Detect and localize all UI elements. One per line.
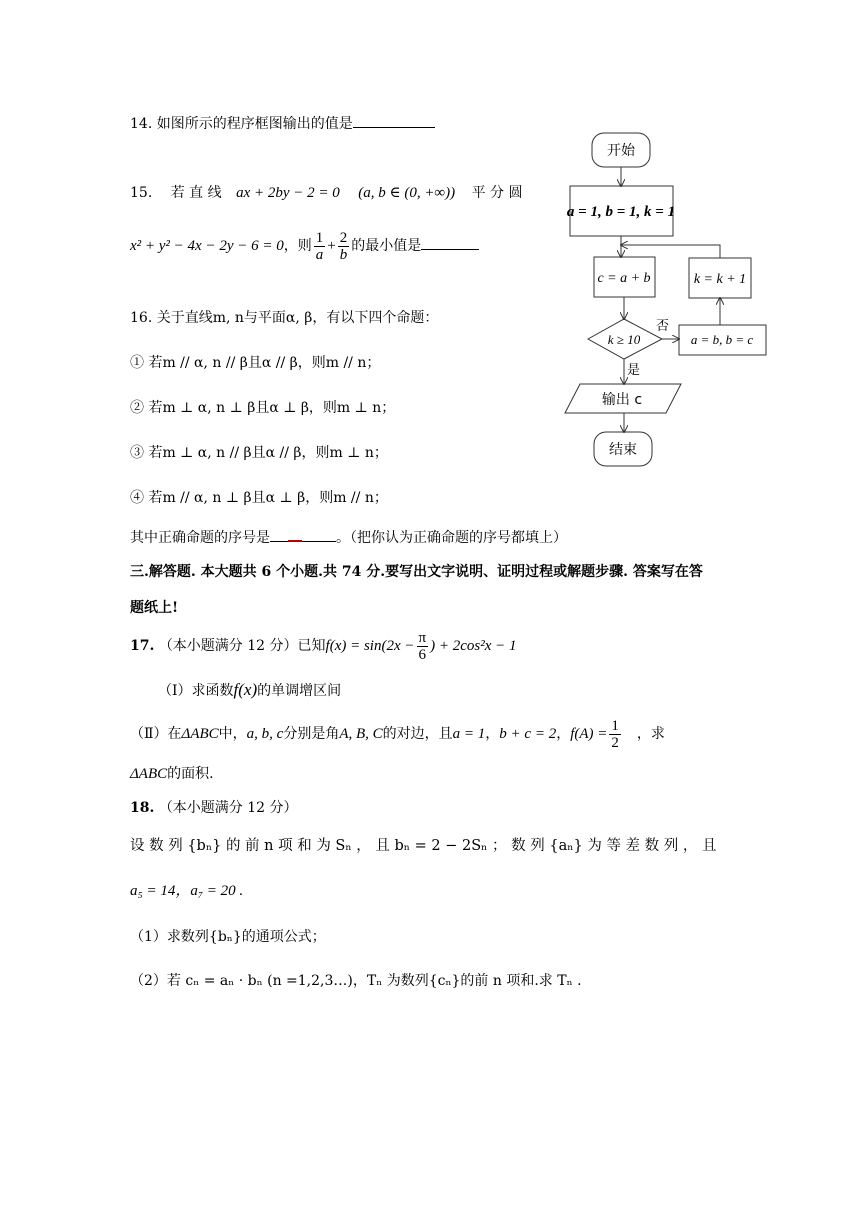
- q17-intro: （本小题满分 12 分）已知: [158, 638, 326, 654]
- flow-increment-text: k = k + 1: [693, 272, 747, 287]
- q16-item-4: ④ 若m // α, n ⊥ β且α ⊥ β，则m // n；: [130, 490, 388, 506]
- q14-text: 如图所示的程序框图输出的值是: [156, 116, 353, 132]
- q15-plus: +: [327, 238, 336, 254]
- q18-part2: （2）若 cₙ = aₙ · bₙ (n =1,2,3…)，Tₙ 为数列{cₙ}的前 n 项和.求 Tₙ .: [130, 973, 582, 989]
- q16-number: 16.: [130, 310, 153, 326]
- q17-comma-1: ，: [485, 726, 500, 742]
- flow-condition-text: k ≥ 10: [607, 332, 641, 347]
- q17-function-a: f(x) = sin(2x −: [325, 638, 415, 654]
- q17-part2-b: 中，: [218, 726, 247, 742]
- q18-part1: （1）求数列{bₙ}的通项公式；: [130, 929, 326, 945]
- q17-fA: f(A) =: [570, 726, 608, 742]
- q15-condition: (a, b ∈ (0, +∞)): [358, 185, 456, 201]
- q17-function-b: ) + 2cos²x − 1: [430, 638, 517, 654]
- q17-part2-a: （Ⅱ）在: [130, 726, 182, 742]
- q17-triangle: ΔABC: [181, 726, 219, 742]
- q17-part1-f: f(x): [233, 680, 258, 699]
- section3-heading-line1: 三.解答题. 本大题共 6 个小题.共 74 分.要写出文字说明、证明过程或解题步骤. 答案写在答: [130, 564, 703, 580]
- q17-angles: A, B, C: [339, 726, 383, 742]
- q15-text-a: 若 直 线: [170, 185, 222, 201]
- q17-sides: a, b, c: [246, 726, 284, 742]
- q15-line-equation: ax + 2by − 2 = 0: [236, 185, 340, 201]
- q16-item-1: ① 若m // α, n // β且α // β，则m // n；: [130, 355, 381, 371]
- q15-min-text: 的最小值是: [351, 238, 422, 254]
- q18-line1: 设 数 列 {bₙ} 的 前 n 项 和 为 Sₙ ， 且 bₙ = 2 − 2Sₙ ； 数 列 {aₙ} 为 等 差 数 列 ， 且: [130, 838, 717, 854]
- q15-fraction-1: $\frac{1}{a}$: [315, 229, 324, 263]
- flow-yes-label: 是: [627, 363, 641, 378]
- q18-number: 18.: [130, 800, 155, 816]
- q15-text-b: 平 分 圆: [471, 185, 523, 201]
- q18-points: （本小题满分 12 分）: [158, 800, 298, 816]
- q17-area-text: 的面积.: [167, 766, 214, 782]
- q14-number: 14.: [130, 116, 153, 132]
- q17-one-half: $\frac{1}{2}$: [611, 717, 619, 751]
- q17-a-eq: a = 1: [452, 726, 486, 742]
- q15-then: ，则: [283, 238, 312, 254]
- q16-intro: 关于直线m, n与平面α, β，有以下四个命题：: [156, 310, 439, 326]
- q15-circle-equation: x² + y² − 4x − 2y − 6 = 0: [130, 238, 284, 254]
- q17-part1-prefix: （Ⅰ）求函数: [158, 683, 234, 699]
- flow-calc-text: c = a + b: [597, 271, 651, 286]
- q17-part2-d: 的对边，且: [382, 726, 453, 742]
- q17-bc-eq: b + c = 2: [499, 726, 557, 742]
- flow-start-text: 开始: [607, 143, 635, 159]
- q16-item-2: ② 若m ⊥ α, n ⊥ β且α ⊥ β，则m ⊥ n；: [130, 400, 396, 416]
- q17-pi-over-6: $\frac{\pi}{6}$: [418, 629, 427, 663]
- q17-part2-c: 分别是角: [283, 726, 340, 742]
- q18-line2: a₅ = 14，a₇ = 20 .: [130, 883, 244, 899]
- q16-item-3: ③ 若m ⊥ α, n // β且α // β，则m ⊥ n；: [130, 445, 388, 461]
- flow-update-text: a = b, b = c: [690, 332, 754, 347]
- q17-number: 17.: [130, 638, 155, 654]
- q15-number: 15.: [130, 185, 153, 201]
- q17-part1-tail: 的单调增区间: [257, 683, 342, 699]
- q16-answer-prefix: 其中正确命题的序号是: [130, 530, 270, 546]
- section3-heading-line2: 题纸上!: [130, 600, 179, 616]
- q17-comma-2: ，: [556, 726, 571, 742]
- flow-no-label: 否: [656, 319, 670, 334]
- q17-part2-e: ，求: [636, 726, 665, 742]
- q16-answer-suffix: 。（把你认为正确命题的序号都填上）: [336, 530, 567, 546]
- q17-triangle-2: ΔABC: [130, 766, 168, 782]
- flow-init-text: a = 1, b = 1, k = 1: [566, 204, 676, 220]
- flow-output-text: 输出 c: [601, 392, 643, 408]
- q15-fraction-2: $\frac{2}{b}$: [339, 229, 348, 263]
- flow-end-text: 结束: [609, 442, 637, 458]
